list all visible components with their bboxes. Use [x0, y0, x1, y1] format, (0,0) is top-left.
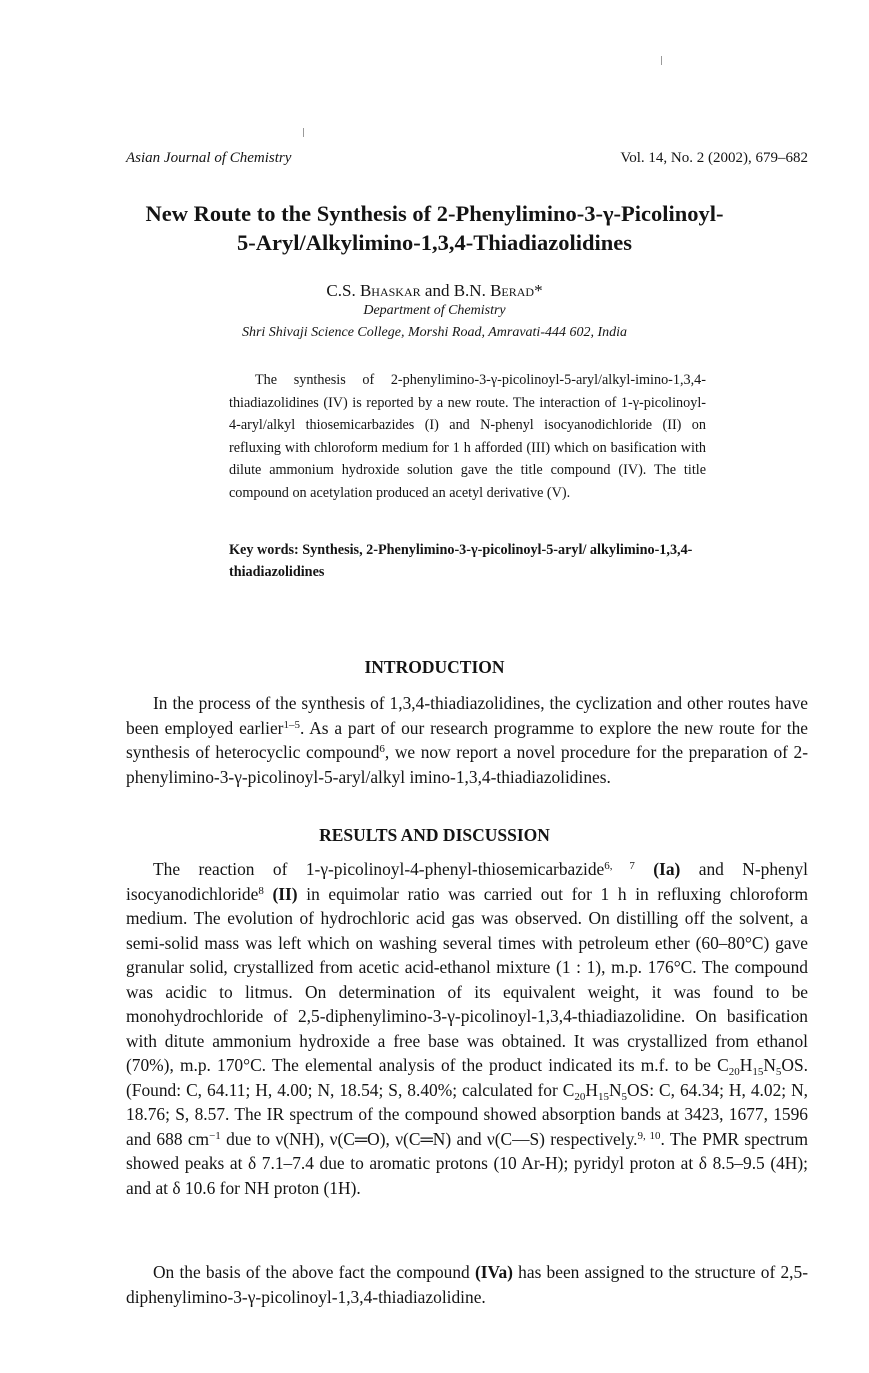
- introduction-heading: INTRODUCTION: [364, 657, 505, 677]
- keywords-label: Key words:: [229, 542, 299, 558]
- conclusion-paragraph: [126, 1260, 808, 1309]
- citation-6: 6: [379, 743, 385, 755]
- compound-iva: (IVa): [474, 1262, 513, 1282]
- formula-subscript: 20: [728, 1066, 740, 1078]
- author-list: [60, 281, 809, 301]
- formula-element: N: [763, 1055, 776, 1075]
- formula-element: N: [608, 1079, 622, 1100]
- affiliation: Shri Shivaji Science College, Morshi Road, Amravati-444 602, India: [241, 325, 628, 340]
- title-line-2: 5-Aryl/Alkylimino-1,3,4-Thiadiazolidines: [236, 230, 633, 255]
- corresponding-mark: *: [534, 281, 543, 300]
- results-text-3: and N-phenyl isocyanodichloride: [126, 859, 808, 904]
- abstract: The synthesis of 2-phenylimino-3-γ-picolinoyl-5-aryl/alkyl-imino-1,3,4-thiadiazolidines (IV) is reported by a new route. The interaction of 1-γ-picolinoyl-4-aryl/alkyl thiosemicarbazides (I) and N-phenyl isocyanodichloride (II) on refluxing with chloroform medium for 1 h afforded (III) which on basification with dilute ammonium hydroxide solution gave the title compound (IV). The title compound on acetylation produced an acetyl derivative (V).: [229, 372, 706, 501]
- unit-exponent: −1: [209, 1129, 221, 1142]
- volume-info: Vol. 14, No. 2 (2002), 679–682: [620, 150, 808, 166]
- results-heading: RESULTS AND DISCUSSION: [319, 825, 550, 845]
- formula-element: H: [739, 1055, 753, 1075]
- formula-subscript: 5: [621, 1090, 627, 1103]
- results-text-7: due to ν(NH), ν(C═O), ν(C═N) and ν(C—S) respectively.: [220, 1128, 638, 1149]
- intro-text-1: In the process of the synthesis of 1,3,4-thiadiazolidines, the cyclization and other routes have been employed earlier: [126, 693, 808, 738]
- keywords-text: Synthesis, 2-Phenylimino-3-γ-picolinoyl-5-aryl/ alkylimino-1,3,4-thiadiazolidines: [229, 542, 693, 580]
- results-text-6: OS: C, 64.34; H, 4.02; N, 18.76; S, 8.57. The IR spectrum of the compound showed absorption bands at 3423, 1677, 1596 and 688 cm: [126, 1079, 808, 1149]
- scan-mark: [661, 56, 662, 65]
- results-text-found: OS. (Found: C, 64.11; H, 4.00; N, 18.54; S, 8.40%; calculated for C: [126, 1055, 808, 1100]
- conclusion-text-2: has been assigned to the structure of 2,5-diphenylimino-3-γ-picolinoyl-1,3,4-thiadiazolidine.: [126, 1262, 808, 1307]
- keywords: [229, 539, 706, 583]
- scan-mark: [303, 128, 304, 137]
- citation-1-5: 1–5: [283, 718, 300, 731]
- results-space: [635, 859, 653, 879]
- citation-6-7: 6, 7: [604, 860, 635, 872]
- results-text-5: in equimolar ratio was carried out for 1 h in refluxing chloroform medium. The evolution of hydrochloric acid gas was observed. On distilling off the solvent, a semi-solid mass was left which on washing several times with petroleum ether (60–80°C) gave granular solid, crystallized from acetic acid-ethanol mixture (1 : 1), m.p. 176°C. The compound was acidic to litmus. On determination of its equivalent weight, it was found to be monohydrochloride of 2,5-diphenylimino-3-γ-picolinoyl-1,3,4-thiadiazolidine. On basification with ditute ammonium hydroxide a free base was obtained. It was crystallized from ethanol (70%), m.p. 170°C. The elemental analysis of the product indicated its m.f. to be C: [126, 883, 808, 1075]
- results-paragraph: [126, 857, 808, 1200]
- intro-text-3: , we now report a novel procedure for the preparation of 2-phenylimino-3-γ-picolinoyl-5-aryl/alkyl imino-1,3,4-thiadiazolidines.: [126, 742, 808, 787]
- department: Department of Chemistry: [363, 303, 506, 318]
- introduction-paragraph: [126, 691, 808, 789]
- author-conjunction: and: [420, 281, 454, 300]
- results-text-8: . The PMR spectrum showed peaks at δ 7.1–7.4 due to aromatic protons (10 Ar-H); pyridyl proton at δ 8.5–9.5 (4H); and at δ 10.6 for NH proton (1H).: [126, 1128, 808, 1198]
- journal-name: Asian Journal of Chemistry: [126, 150, 292, 166]
- results-text-1: The reaction of 1-γ-picolinoyl-4-phenyl-thiosemicarbazide: [153, 859, 605, 879]
- citation-9-10: 9, 10: [637, 1129, 661, 1142]
- formula-subscript: 5: [775, 1066, 782, 1078]
- formula-subscript: 15: [752, 1066, 764, 1078]
- compound-ii: (II): [272, 883, 298, 904]
- author-1: C.S. Bhaskar: [326, 281, 421, 300]
- intro-text-2: . As a part of our research programme to explore the new route for the synthesis of heterocyclic compound: [126, 717, 808, 762]
- compound-ia: (Ia): [653, 859, 681, 879]
- formula-element: H: [585, 1079, 598, 1100]
- conclusion-text-1: On the basis of the above fact the compound: [153, 1262, 475, 1282]
- author-2: B.N. Berad: [453, 281, 535, 300]
- title-line-1: New Route to the Synthesis of 2-Phenylimino-3-γ-Picolinoyl-: [145, 201, 724, 226]
- article-title: [60, 199, 809, 257]
- citation-8: 8: [258, 884, 264, 897]
- formula-subscript: 15: [597, 1090, 609, 1103]
- formula-subscript: 20: [574, 1090, 586, 1103]
